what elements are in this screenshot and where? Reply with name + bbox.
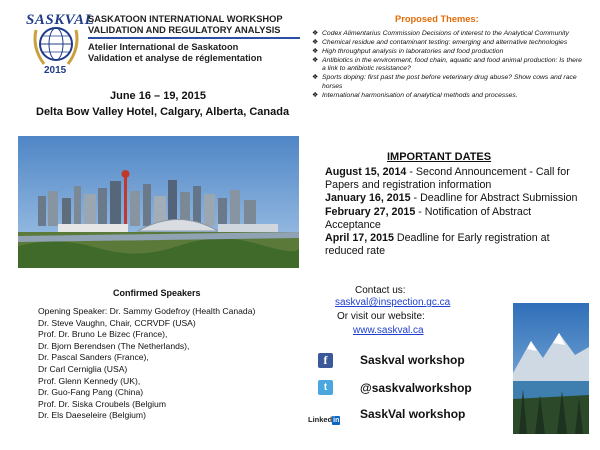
important-date-item: August 15, 2014 - Second Announcement - Call for Papers and registration information	[325, 166, 570, 192]
twitter-icon[interactable]: t	[318, 380, 333, 395]
workshop-title-fr-line2: Validation et analyse de réglementation	[88, 53, 263, 63]
speaker-item: Dr. Pascal Sanders (France),	[38, 352, 149, 363]
theme-item: ❖ Sports doping: first past the post before veterinary drug abuse? Show cows and race horses	[312, 74, 577, 90]
speakers-heading: Confirmed Speakers	[113, 288, 201, 298]
themes-list	[312, 30, 584, 101]
speaker-item: Prof. Dr. Siska Croubels (Belgium	[38, 398, 166, 409]
theme-item: ❖ Codex Alimentarius Commission Decisions of interest to the Analytical Community	[312, 30, 569, 37]
theme-item: ❖ Chemical residue and contaminant testing: emerging and alternative technologies	[312, 38, 568, 46]
event-venue: Delta Bow Valley Hotel, Calgary, Alberta, Canada	[36, 106, 290, 118]
mountain-lake-photo	[513, 303, 589, 434]
facebook-handle[interactable]: Saskval workshop	[360, 353, 465, 367]
important-dates-list	[325, 166, 585, 258]
title-divider	[88, 37, 300, 39]
workshop-title-en-line1: SASKATOON INTERNATIONAL WORKSHOP	[88, 14, 283, 24]
theme-item: ❖ International harmonisation of analytical methods and processes.	[312, 91, 518, 99]
speaker-item: Dr. Bjorn Berendsen (The Netherlands),	[38, 340, 190, 351]
diamond-bullet-icon: ❖	[312, 74, 319, 82]
website-link[interactable]: www.saskval.ca	[353, 325, 424, 336]
important-date-item: January 16, 2015 - Deadline for Abstract Submission	[325, 192, 578, 205]
linkedin-icon[interactable]: Linkedin	[308, 409, 344, 420]
speaker-item: Dr. Steve Vaughn, Chair, CCRVDF (USA)	[38, 317, 196, 328]
speaker-item: Dr Carl Cerniglia (USA)	[38, 363, 128, 374]
twitter-handle[interactable]: @saskvalworkshop	[360, 381, 472, 395]
logo-year: 2015	[44, 65, 67, 76]
facebook-icon[interactable]: f	[318, 353, 333, 368]
speaker-item: Prof. Glenn Kennedy (UK),	[38, 375, 141, 386]
speaker-item: Prof. Dr. Bruno Le Bizec (France),	[38, 329, 168, 340]
contact-label: Contact us:	[355, 285, 406, 296]
speaker-item: Opening Speaker: Dr. Sammy Godefroy (Health Canada)	[38, 306, 256, 316]
important-date-item: February 27, 2015 - Notification of Abstract Acceptance	[325, 205, 532, 231]
important-dates-heading: IMPORTANT DATES	[387, 151, 492, 163]
themes-heading: Proposed Themes:	[395, 14, 479, 24]
logo-word: SASKVAL	[26, 12, 95, 28]
diamond-bullet-icon: ❖	[312, 91, 319, 99]
linkedin-handle[interactable]: SaskVal workshop	[360, 407, 466, 421]
visit-website-label: Or visit our website:	[337, 311, 425, 322]
speaker-item: Dr. Guo-Fang Pang (China)	[38, 387, 144, 398]
important-date-item: April 17, 2015 Deadline for Early registration at reduced rate	[325, 232, 550, 258]
diamond-bullet-icon: ❖	[312, 38, 319, 46]
speaker-item: Dr. Els Daeseleire (Belgium)	[38, 410, 146, 421]
diamond-bullet-icon: ❖	[312, 30, 319, 37]
workshop-title-fr-line1: Atelier International de Saskatoon	[88, 42, 239, 52]
speakers-list	[38, 306, 255, 422]
theme-item: ❖ Antibiotics in the environment, food chain, aquatic and food animal production: Is there a link to antibiotic resistance?	[312, 56, 582, 73]
contact-email-link[interactable]: saskval@inspection.gc.ca	[335, 297, 451, 308]
diamond-bullet-icon: ❖	[312, 47, 319, 55]
calgary-skyline-photo	[18, 136, 299, 268]
event-dates: June 16 – 19, 2015	[110, 90, 207, 102]
saskval-logo	[26, 8, 95, 78]
theme-item: ❖ High throughput analysis in laboratories and food production	[312, 47, 504, 55]
diamond-bullet-icon: ❖	[312, 56, 319, 64]
workshop-title-en-line2: VALIDATION AND REGULATORY ANALYSIS	[88, 25, 281, 35]
